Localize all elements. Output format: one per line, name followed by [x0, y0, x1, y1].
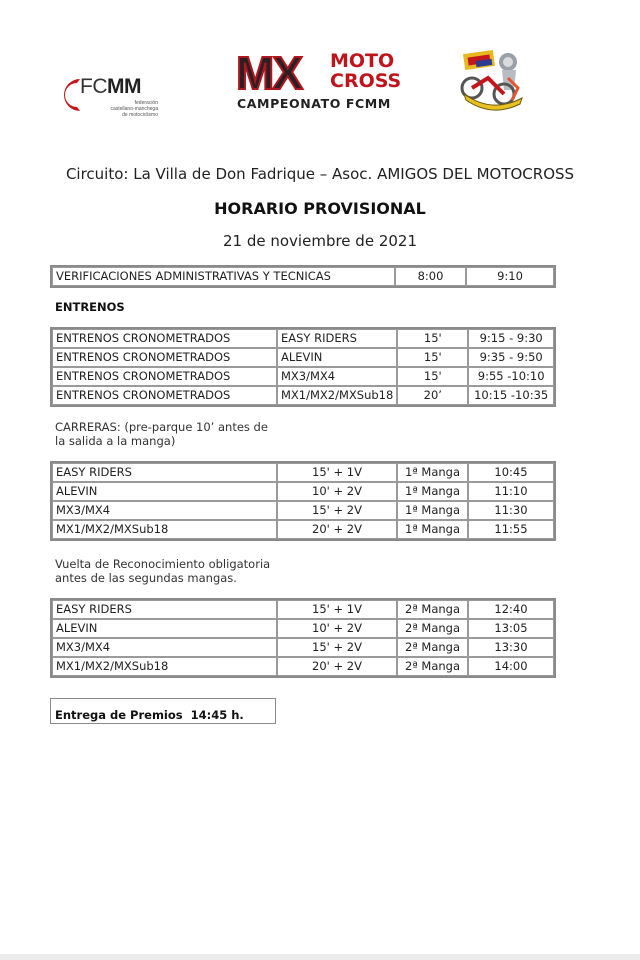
vuelta-reconocimiento-note: [55, 557, 285, 585]
entrenos-table: [50, 327, 556, 407]
session-cell: ENTRENOS CRONOMETRADOS: [52, 348, 277, 367]
time-cell: 13:05: [468, 619, 554, 638]
session-cell: ENTRENOS CRONOMETRADOS: [52, 367, 277, 386]
fcmm-wordmark: [80, 76, 141, 98]
verificaciones-end: 9:10: [466, 267, 554, 286]
carreras-note-line: CARRERAS: (pre-parque 10’ antes de: [55, 420, 268, 434]
format-cell: 20' + 2V: [277, 657, 397, 676]
table-row: [52, 463, 554, 482]
time-cell: 10:15 -10:35: [468, 386, 554, 405]
format-cell: 10' + 2V: [277, 482, 397, 501]
premios-box: [50, 698, 276, 724]
fcmm-subtitle-line: castellano-manchega: [110, 106, 158, 112]
time-cell: 11:55: [468, 520, 554, 539]
table-row: [52, 329, 554, 348]
time-cell: 9:55 -10:10: [468, 367, 554, 386]
format-cell: 15' + 1V: [277, 463, 397, 482]
category-cell: ALEVIN: [277, 348, 397, 367]
category-cell: MX3/MX4: [52, 638, 277, 657]
manga-cell: 2ª Manga: [397, 619, 468, 638]
fcmm-prefix: FC: [80, 75, 107, 98]
category-cell: MX1/MX2/MXSub18: [52, 520, 277, 539]
fcmm-subtitle-line: federación: [134, 100, 158, 106]
time-cell: 13:30: [468, 638, 554, 657]
vuelta-note-line: antes de las segundas mangas.: [55, 571, 237, 585]
manga-cell: 2ª Manga: [397, 657, 468, 676]
category-cell: MX3/MX4: [52, 501, 277, 520]
table-row: [52, 386, 554, 405]
category-cell: EASY RIDERS: [277, 329, 397, 348]
bottom-edge: [0, 954, 640, 960]
table-row: [52, 638, 554, 657]
fcmm-suffix: MM: [107, 75, 141, 98]
time-cell: 14:00: [468, 657, 554, 676]
table-row: [52, 619, 554, 638]
time-cell: 12:40: [468, 600, 554, 619]
table-row: [52, 501, 554, 520]
format-cell: 15' + 2V: [277, 638, 397, 657]
format-cell: 10' + 2V: [277, 619, 397, 638]
verificaciones-label: VERIFICACIONES ADMINISTRATIVAS Y TECNICAS: [52, 267, 395, 286]
duration-cell: 15': [397, 348, 468, 367]
campeonato-mx-logo: [234, 47, 410, 112]
time-cell: 11:30: [468, 501, 554, 520]
time-cell: 11:10: [468, 482, 554, 501]
fcmm-subtitle-line: de motociclismo: [122, 112, 158, 118]
mx-letters: MX: [236, 47, 301, 99]
verificaciones-start: 8:00: [395, 267, 466, 286]
category-cell: MX3/MX4: [277, 367, 397, 386]
campeonato-subtitle: CAMPEONATO FCMM: [237, 96, 391, 111]
time-cell: 9:15 - 9:30: [468, 329, 554, 348]
manga-cell: 1ª Manga: [397, 520, 468, 539]
table-row: [52, 367, 554, 386]
table-row: [52, 348, 554, 367]
category-cell: EASY RIDERS: [52, 463, 277, 482]
time-cell: 9:35 - 9:50: [468, 348, 554, 367]
table-row: [52, 520, 554, 539]
format-cell: 15' + 2V: [277, 501, 397, 520]
circuit-heading: Circuito: La Villa de Don Fadrique – Asoc. AMIGOS DEL MOTOCROSS: [65, 165, 575, 183]
duration-cell: 20’: [397, 386, 468, 405]
manga-cell: 2ª Manga: [397, 638, 468, 657]
session-cell: ENTRENOS CRONOMETRADOS: [52, 386, 277, 405]
format-cell: 15' + 1V: [277, 600, 397, 619]
category-cell: EASY RIDERS: [52, 600, 277, 619]
premios-label: Entrega de Premios 14:45 h.: [55, 708, 244, 722]
moto-word: MOTO: [330, 50, 395, 72]
carreras-note: [55, 420, 285, 448]
primera-manga-table: [50, 461, 556, 541]
table-row: [52, 267, 554, 286]
duration-cell: 15': [397, 367, 468, 386]
category-cell: ALEVIN: [52, 482, 277, 501]
table-row: [52, 600, 554, 619]
duration-cell: 15': [397, 329, 468, 348]
manga-cell: 2ª Manga: [397, 600, 468, 619]
verificaciones-table: [50, 265, 556, 288]
category-cell: MX1/MX2/MXSub18: [277, 386, 397, 405]
amigos-del-motocross-badge-icon: [458, 48, 526, 114]
event-date: 21 de noviembre de 2021: [223, 232, 417, 250]
manga-cell: 1ª Manga: [397, 501, 468, 520]
cross-word: CROSS: [330, 70, 402, 92]
entrenos-heading: ENTRENOS: [55, 300, 125, 314]
manga-cell: 1ª Manga: [397, 482, 468, 501]
manga-cell: 1ª Manga: [397, 463, 468, 482]
table-row: [52, 657, 554, 676]
segunda-manga-table: [50, 598, 556, 678]
vuelta-note-line: Vuelta de Reconocimiento obligatoria: [55, 557, 271, 571]
table-row: [52, 482, 554, 501]
fcmm-subtitle: [88, 100, 158, 118]
category-cell: ALEVIN: [52, 619, 277, 638]
carreras-note-line: la salida a la manga): [55, 434, 176, 448]
fcmm-logo: [58, 76, 158, 120]
time-cell: 10:45: [468, 463, 554, 482]
category-cell: MX1/MX2/MXSub18: [52, 657, 277, 676]
session-cell: ENTRENOS CRONOMETRADOS: [52, 329, 277, 348]
page-title: HORARIO PROVISIONAL: [214, 199, 426, 218]
format-cell: 20' + 2V: [277, 520, 397, 539]
